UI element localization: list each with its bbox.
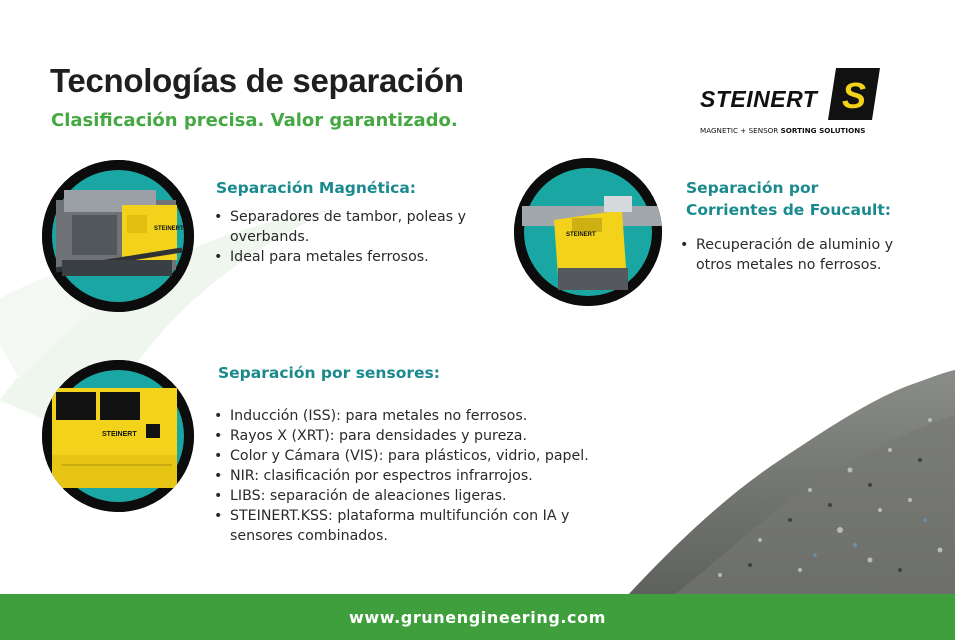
eddy-current-separator-image — [514, 158, 662, 306]
logo-tagline: MAGNETIC + SENSOR SORTING SOLUTIONS — [700, 126, 866, 135]
list-item: • NIR: clasificación por espectros infrarrojos. — [214, 466, 634, 486]
list-item: • Rayos X (XRT): para densidades y pureza. — [214, 426, 634, 446]
sensors-list — [214, 406, 634, 546]
list-item: • Separadores de tambor, poleas y overbands. — [214, 207, 469, 247]
page-title: Tecnologías de separación — [50, 62, 464, 99]
logo-mark-letter: S — [841, 75, 867, 116]
steinert-s-mark-icon — [828, 68, 880, 120]
footer-bar — [0, 594, 955, 640]
sensor-sorter-image — [42, 360, 194, 512]
magnetic-list — [214, 207, 469, 267]
machine-brand-label: STEINERT — [102, 431, 137, 438]
magnetic-section-title: Separación Magnética: — [216, 179, 417, 197]
list-item: • Inducción (ISS): para metales no ferrosos. — [214, 406, 634, 426]
eddy-current-list — [680, 235, 920, 275]
machine-brand-label: STEINERT — [154, 226, 184, 232]
sensors-section-title: Separación por sensores: — [218, 364, 440, 382]
machine-brand-label: STEINERT — [566, 232, 596, 238]
eddy-current-section-title — [686, 177, 891, 221]
eddy-title-line2: Corrientes de Foucault: — [686, 201, 891, 219]
list-item: • Recuperación de aluminio y otros metales no ferrosos. — [680, 235, 920, 275]
list-item: • STEINERT.KSS: plataforma multifunción con IA y sensores combinados. — [214, 506, 634, 546]
eddy-title-line1: Separación por — [686, 179, 819, 197]
list-item: • Color y Cámara (VIS): para plásticos, vidrio, papel. — [214, 446, 634, 466]
steinert-logo — [700, 68, 885, 140]
scrap-pile-image — [610, 360, 955, 598]
logo-wordmark: STEINERT — [700, 86, 818, 112]
list-item: • LIBS: separación de aleaciones ligeras. — [214, 486, 634, 506]
magnetic-separator-image — [42, 160, 194, 312]
page-subtitle: Clasificación precisa. Valor garantizado. — [51, 110, 458, 131]
list-item: • Ideal para metales ferrosos. — [214, 247, 469, 267]
footer-url-link[interactable]: www.grunengineering.com — [348, 607, 607, 627]
